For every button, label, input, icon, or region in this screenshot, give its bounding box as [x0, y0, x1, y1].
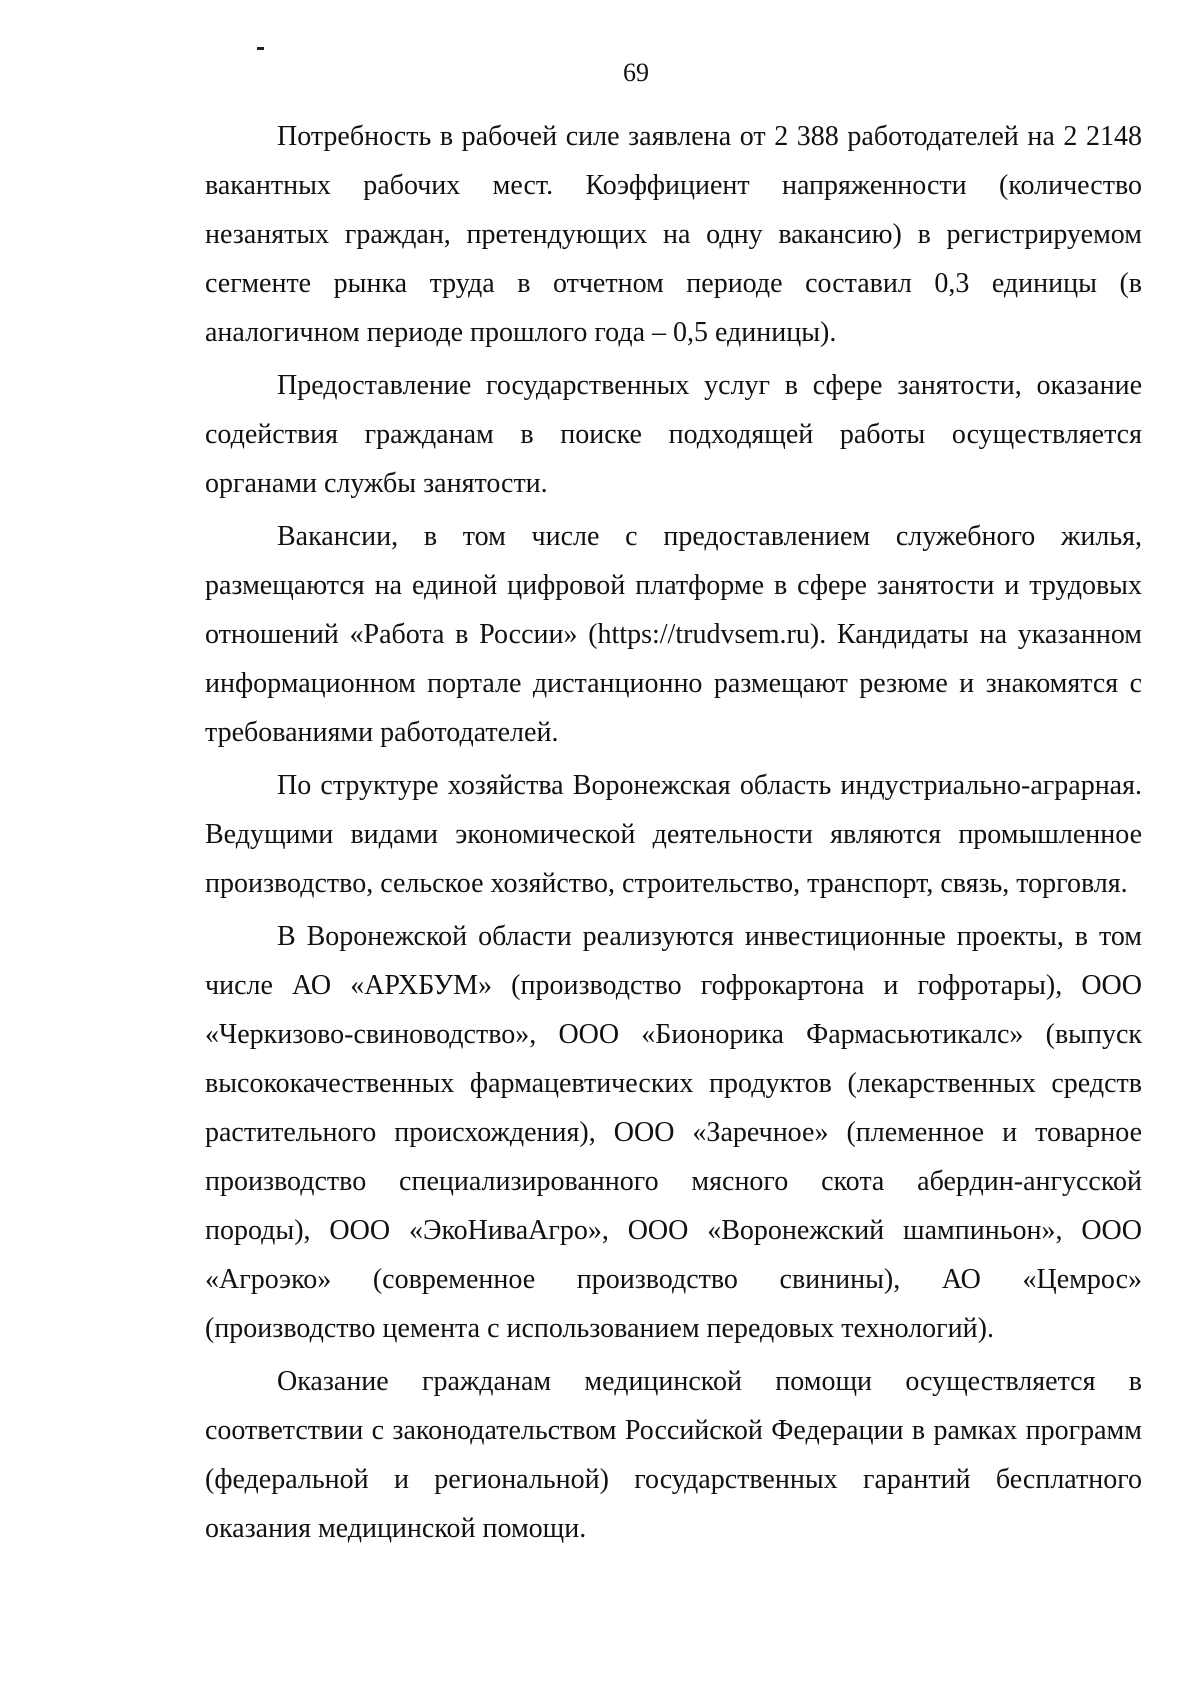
paragraph-employment-services: Предоставление государственных услуг в сфере занятости, оказание содействия гражданам в поиске подходящей работы осуществляется органами службы занятости.: [205, 370, 1142, 499]
page-number: 69: [623, 58, 649, 87]
paragraph-medical-care: Оказание гражданам медицинской помощи осуществляется в соответствии с законодательством Российской Федерации в рамках программ (федеральной и региональной) государственных гарантий бесплатного оказания медицинской помощи.: [205, 1366, 1142, 1544]
scan-speck: [257, 47, 264, 50]
paragraph-vacancies-platform: Вакансии, в том числе с предоставлением служебного жилья, размещаются на единой цифровой платформе в сфере занятости и трудовых отношений «Работа в России» (https://trudvsem.ru). Кандидаты на указанном информационном портале дистанционно размещают резюме и знакомятся с требованиями работодателей.: [205, 521, 1142, 748]
document-body: [205, 112, 1142, 1557]
paragraph-economic-structure: По структуре хозяйства Воронежская область индустриально-аграрная. Ведущими видами экономической деятельности являются промышленное производство, сельское хозяйство, строительство, транспорт, связь, торговля.: [205, 770, 1142, 899]
paragraph-investment-projects: В Воронежской области реализуются инвестиционные проекты, в том числе АО «АРХБУМ» (производство гофрокартона и гофротары), ООО «Черкизово-свиноводство», ООО «Бионорика Фармасьютикалс» (выпуск высококачественных фармацевтических продуктов (лекарственных средств растительного происхождения), ООО «Заречное» (племенное и товарное производство специализированного мясного скота абердин-ангусской породы), ООО «ЭкоНиваАгро», ООО «Воронежский шампиньон», ООО «Агроэко» (современное производство свинины), АО «Цемрос» (производство цемента с использованием передовых технологий).: [205, 921, 1142, 1344]
paragraph-labor-demand: Потребность в рабочей силе заявлена от 2 388 работодателей на 2 2148 вакантных рабочих мест. Коэффициент напряженности (количество незанятых граждан, претендующих на одну вакансию) в регистрируемом сегменте рынка труда в отчетном периоде составил 0,3 единицы (в аналогичном периоде прошлого года – 0,5 единицы).: [205, 121, 1142, 348]
